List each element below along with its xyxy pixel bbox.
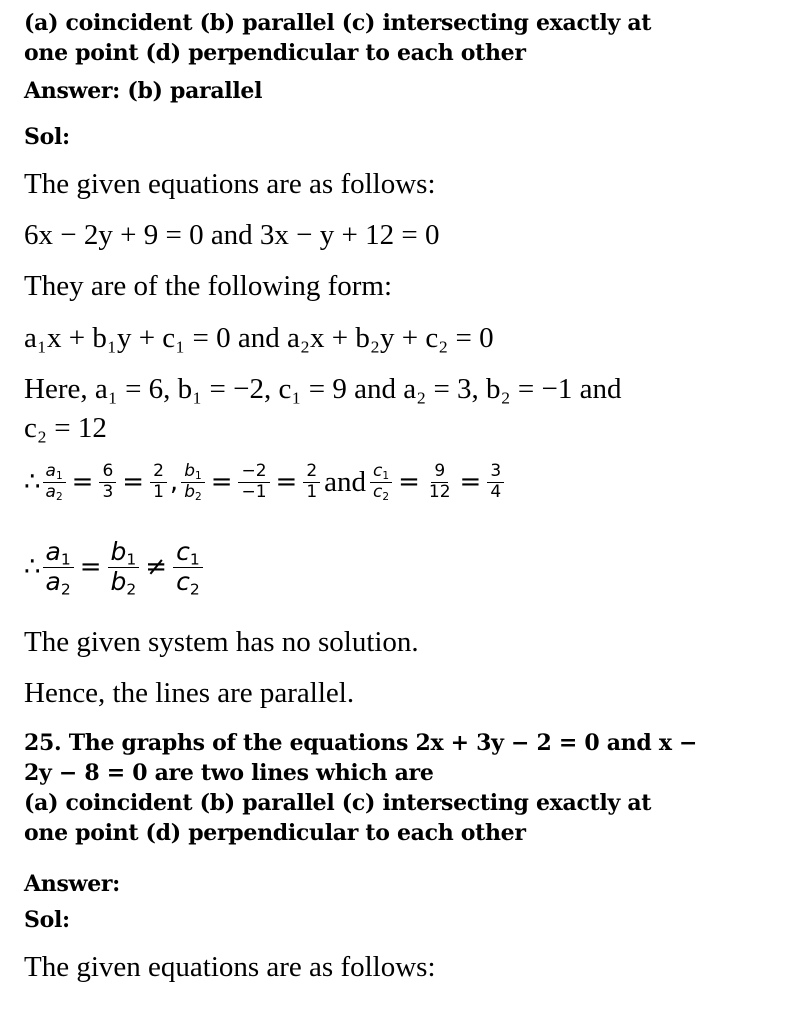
form-intro: They are of the following form: [24,270,393,302]
q24-options-line-2: one point (d) perpendicular to each other [24,40,526,66]
q25-sol-label: Sol: [24,907,70,933]
parallel-conclusion: Hence, the lines are parallel. [24,677,355,709]
fraction-b1-b2: $\frac{b_1}{b_2}$ [181,462,205,502]
q25-options-line-1: (a) coincident (b) parallel (c) intersecting exactly at [24,790,652,816]
q25-options-line-2: one point (d) perpendicular to each other [24,820,526,846]
big-fraction-c1-c2: $\frac{c_1}{c_2}$ [173,538,203,597]
no-solution-statement: The given system has no solution. [24,626,419,658]
given-equations: 6x − 2y + 9 = 0 and 3x − y + 12 = 0 [24,219,440,251]
coefficients-line-1: Here, a₁ = 6, b₁ = −2, c₁ = 9 and a₂ = 3, b₂ = −1 and [24,373,622,405]
q24-options-line-1: (a) coincident (b) parallel (c) intersecting exactly at [24,10,652,36]
fraction-c1-c2: $\frac{c_1}{c_2}$ [370,462,392,502]
q25-answer: Answer: [24,871,120,897]
fraction-6-3: $\frac{6}{3}$ [99,462,116,502]
ratio-conclusion: ∴ $\frac{a_1}{a_2}$ = $\frac{b_1}{b_2}$ ≠ $\frac{c_1}{c_2}$ [24,538,205,597]
fraction-a1-a2: $\frac{a_1}{a_2}$ [43,462,66,502]
fraction-3-4: $\frac{3}{4}$ [487,462,504,502]
ratio-line: ∴ $\frac{a_1}{a_2}$ = $\frac{6}{3}$ = $\frac{2}{1}$ , $\frac{b_1}{b_2}$ = $\frac{-2}{-1}$ = $\frac{2}{1}$ and $\frac{c_1}{c_2}$ = $\frac{9}{12}$ = $\frac{3}{4}$ [24,462,506,502]
general-form-equation: a₁x + b₁y + c₁ = 0 and a₂x + b₂y + c₂ = 0 [24,322,494,354]
q24-answer: Answer: (b) parallel [24,78,263,104]
fraction-neg2-neg1: $\frac{-2}{-1}$ [238,462,269,502]
q25-solution-intro: The given equations are as follows: [24,951,436,983]
big-fraction-b1-b2: $\frac{b_1}{b_2}$ [108,538,140,597]
fraction-2-1: $\frac{2}{1}$ [150,462,167,502]
fraction-2-1-b: $\frac{2}{1}$ [303,462,320,502]
therefore-symbol: ∴ [24,467,41,498]
q24-sol-label: Sol: [24,124,70,150]
solution-intro: The given equations are as follows: [24,168,436,200]
fraction-9-12: $\frac{9}{12}$ [428,461,451,502]
big-fraction-a1-a2: $\frac{a_1}{a_2}$ [43,538,74,597]
q25-question-line-2: 2y − 8 = 0 are two lines which are [24,760,434,786]
q25-question-line-1: 25. The graphs of the equations 2x + 3y − 2 = 0 and x − [24,730,698,756]
coefficients-line-2: c₂ = 12 [24,412,107,444]
